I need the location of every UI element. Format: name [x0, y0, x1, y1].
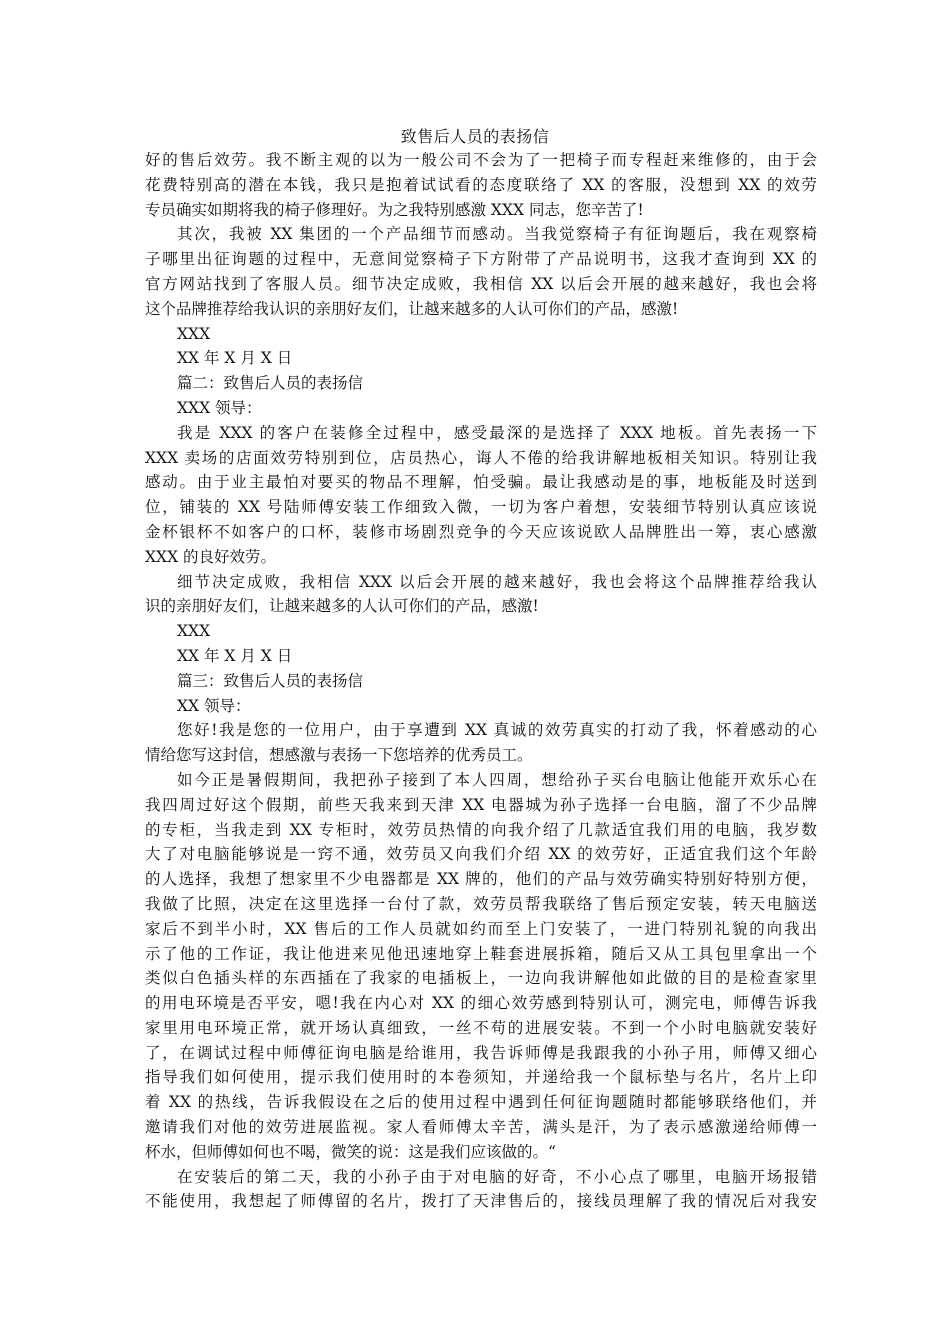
text-line: 的专柜，当我走到 XX 专柜时，效劳员热情的向我介绍了几款适宜我们用的电脑，我岁数	[145, 820, 817, 839]
text-line: 指导我们如何使用，提示我们使用时的本卷须知，并递给我一个鼠标垫与名片，名片上印	[145, 1068, 817, 1087]
text-line: 示了他的工作证，我让他进来见他迅速地穿上鞋套进展拆箱，随后又从工具包里拿出一个	[145, 944, 817, 963]
text-line: 子哪里出征询题的过程中，无意间觉察椅子下方附带了产品说明书，这我才查询到 XX 的	[145, 250, 817, 269]
text-line: 杯水，但师傅如何也不喝，微笑的说：这是我们应该做的。“	[145, 1142, 556, 1161]
text-line: XXX 领导：	[177, 398, 262, 417]
text-line: XX 年 X 月 X 日	[177, 349, 293, 368]
text-line: 邀请我们对他的效劳进展监视。家人看师傅太辛苦，满头是汗，为了表示感激递给师傅一	[145, 1118, 817, 1137]
text-line: 好的售后效劳。我不断主观的以为一般公司不会为了一把椅子而专程赶来维修的，由于会	[145, 151, 817, 169]
text-line: 家里用电环境正常，就开场认真细致，一丝不苟的进展安装。不到一个小时电脑就安装好	[145, 1018, 817, 1037]
text-line: 我做了比照，决定在这里选择一台付了款，效劳员帮我联络了售后预定安装，转天电脑送	[145, 894, 817, 913]
text-line: 细节决定成败，我相信 XXX 以后会开展的越来越好，我也会将这个品牌推荐给我认	[177, 572, 817, 591]
text-line: 不能使用，我想起了师傅留的名片，拨打了天津售后的，接线员理解了我的情况后对我安	[145, 1192, 817, 1211]
document-body	[145, 148, 817, 1214]
text-line: XXX 卖场的店面效劳特别到位，店员热心，诲人不倦的给我讲解地板相关知识。特别让我	[145, 448, 817, 467]
text-line: 其次，我被 XX 集团的一个产品细节而感动。当我觉察椅子有征询题后，我在观察椅	[177, 225, 817, 244]
text-line: 官方网站找到了客服人员。细节决定成败，我相信 XX 以后会开展的越来越好，我也会将	[145, 274, 817, 293]
text-line: 篇二：致售后人员的表扬信	[177, 374, 364, 393]
text-line: 专员确实如期将我的椅子修理好。为之我特别感激 XXX 同志，您辛苦了!	[145, 200, 644, 219]
text-line: 识的亲朋好友们，让越来越多的人认可你们的产品，感激!	[145, 597, 539, 616]
text-line: 感动。由于业主最怕对要买的物品不理解，怕受骗。最让我感动是的事，地板能及时送到	[145, 473, 817, 492]
text-line: 的人选择，我想了想家里不少电器都是 XX 牌的，他们的产品与效劳确实特别好特别方便，	[145, 870, 817, 889]
text-line: XXX	[177, 324, 211, 343]
text-line: 我是 XXX 的客户在装修全过程中，感受最深的是选择了 XXX 地板。首先表扬一下	[177, 423, 817, 442]
text-line: 了，在调试过程中师傅征询电脑是给谁用，我告诉师傅是我跟我的小孙子用，师傅又细心	[145, 1043, 817, 1062]
text-line: 类似白色插头样的东西插在了我家的电插板上，一边向我讲解他如此做的目的是检查家里	[145, 969, 817, 988]
text-line: 如今正是暑假期间，我把孙子接到了本人四周，想给孙子买台电脑让他能开欢乐心在	[177, 770, 817, 789]
text-line: 这个品牌推荐给我认识的亲朋好友们，让越来越多的人认可你们的产品，感激!	[145, 299, 679, 318]
text-line: XXX 的良好效劳。	[145, 547, 277, 566]
text-line: 您好!我是您的一位用户，由于享遭到 XX 真诚的效劳真实的打动了我，怀着感动的心	[177, 721, 817, 740]
text-line: 大了对电脑能够说是一窍不通，效劳员又向我们介绍 XX 的效劳好，正适宜我们这个年龄	[145, 845, 817, 864]
document-title: 致售后人员的表扬信	[400, 127, 550, 146]
text-line: 家后不到半小时，XX 售后的工作人员就如约而至上门安装了，一进门特别礼貌的向我出	[145, 919, 817, 938]
text-line: 篇三：致售后人员的表扬信	[177, 671, 364, 690]
text-line: XXX	[177, 622, 211, 641]
text-line: 我四周过好这个假期，前些天我来到天津 XX 电器城为孙子选择一台电脑，溜了不少品牌	[145, 795, 817, 814]
text-line: 花费特别高的潜在本钱，我只是抱着试试看的态度联络了 XX 的客服，没想到 XX 的效劳	[145, 175, 817, 194]
text-line: 着 XX 的热线，告诉我假设在之后的使用过程中遇到任何征询题随时都能够联络他们，并	[145, 1093, 817, 1112]
text-line: XX 年 X 月 X 日	[177, 646, 293, 665]
text-line: 情给您写这封信，想感激与表扬一下您培养的优秀员工。	[145, 746, 533, 765]
text-line: XX 领导：	[177, 696, 251, 715]
text-line: 位，铺装的 XX 号陆师傅安装工作细致入微，一切为客户着想，安装细节特别认真应该说	[145, 498, 817, 517]
text-line: 在安装后的第二天，我的小孙子由于对电脑的好奇，不小心点了哪里，电脑开场报错	[177, 1167, 817, 1186]
text-line: 金杯银杯不如客户的口杯，装修市场剧烈竞争的今天应该说欧人品牌胜出一筹，衷心感激	[145, 522, 817, 541]
text-line: 的用电环境是否平安，嗯!我在内心对 XX 的细心效劳感到特别认可，测完电，师傅告诉我	[145, 994, 817, 1013]
